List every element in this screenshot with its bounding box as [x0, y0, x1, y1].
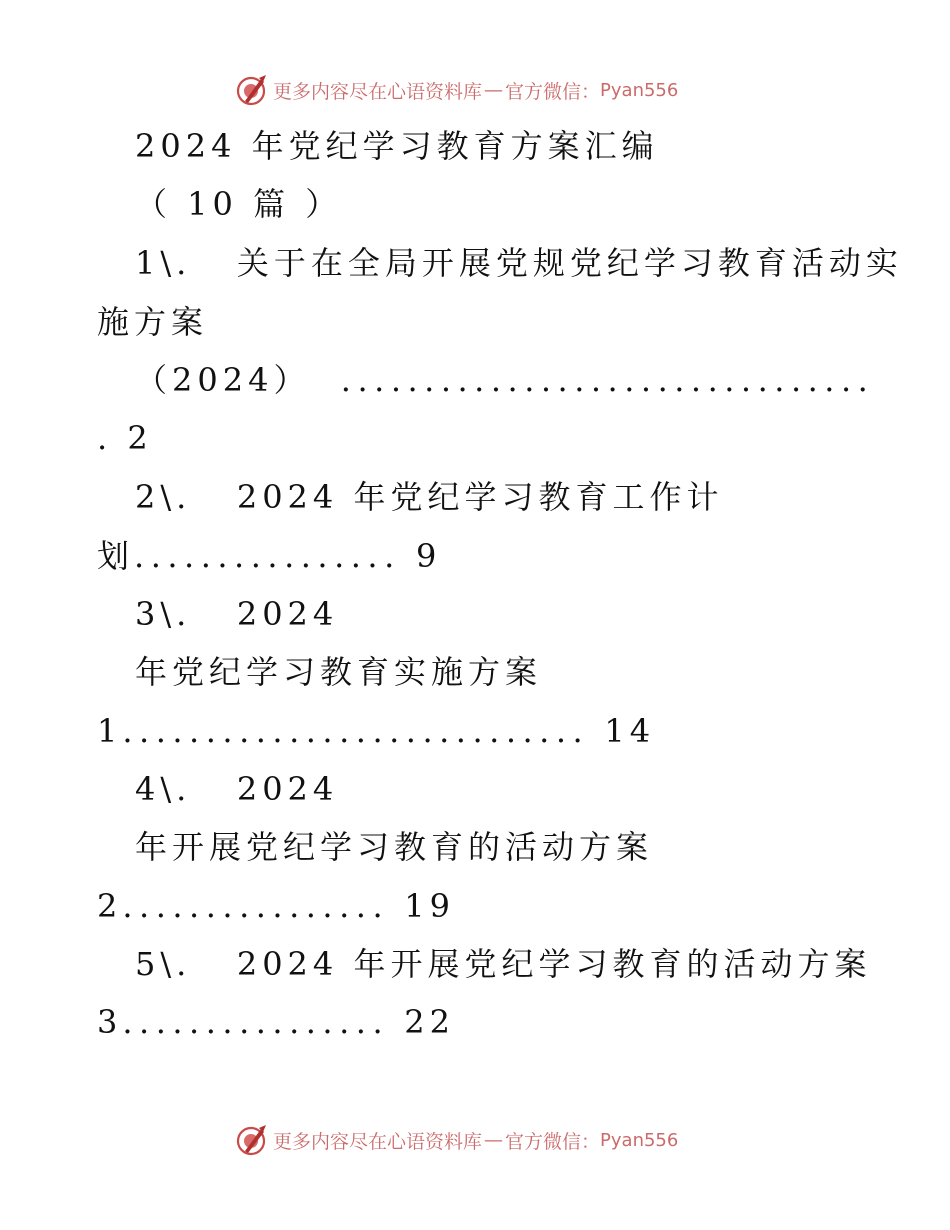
- toc-item-1-page-line: . 2: [97, 419, 153, 457]
- toc-page-number: 9: [415, 537, 442, 575]
- toc-item-1-line3: （2024） ................................: [135, 361, 875, 399]
- toc-leader: ............................: [122, 712, 590, 750]
- toc-item-1: 1\. 关于在全局开展党规党纪学习教育活动实: [135, 244, 903, 282]
- banner-contact-id: Pyan556: [600, 1129, 679, 1151]
- toc-item-4: 4\. 2024: [135, 770, 339, 808]
- banner-text: 更多内容尽在心语资料库: [273, 80, 483, 103]
- toc-item-3-line2: 年党纪学习教育实施方案: [135, 653, 543, 691]
- banner-contact-label: 官方微信：: [505, 1130, 601, 1153]
- toc-item-3-line3: 1............................ 14: [97, 712, 656, 750]
- footer-watermark: [235, 1122, 678, 1158]
- toc-item-4-line3: 2................ 19: [97, 887, 455, 925]
- banner-separator: —: [484, 79, 504, 101]
- toc-leader: ................: [134, 537, 401, 575]
- toc-leader: ................: [122, 887, 390, 925]
- toc-page-number: 2: [127, 419, 153, 457]
- toc-leader: ................: [122, 1003, 390, 1041]
- toc-item-4-line2: 年开展党纪学习教育的活动方案: [135, 828, 654, 866]
- banner-contact-id: Pyan556: [600, 79, 679, 101]
- toc-item-2: 2\. 2024 年党纪学习教育工作计: [135, 478, 724, 516]
- toc-item-2-line2: 划................ 9: [97, 537, 442, 575]
- pen-logo-icon: [235, 1123, 269, 1157]
- banner-contact-label: 官方微信：: [505, 80, 601, 103]
- header-watermark: [235, 72, 678, 108]
- toc-page-number: 22: [404, 1003, 455, 1041]
- pen-logo-icon: [235, 73, 269, 107]
- banner-separator: —: [484, 1129, 504, 1151]
- toc-page-number: 19: [404, 887, 455, 925]
- toc-leader: ................................: [340, 361, 875, 399]
- banner-text: 更多内容尽在心语资料库: [273, 1130, 483, 1153]
- toc-item-3: 3\. 2024: [135, 595, 339, 633]
- toc-page-number: 14: [604, 712, 656, 750]
- document-count: （ 10 篇 ）: [135, 185, 343, 223]
- toc-item-5: 5\. 2024 年开展党纪学习教育的活动方案: [135, 945, 872, 983]
- toc-item-5-line2: 3................ 22: [97, 1003, 455, 1041]
- toc-item-1-line2: 施方案: [97, 303, 209, 341]
- document-title: 2024 年党纪学习教育方案汇编: [135, 127, 659, 165]
